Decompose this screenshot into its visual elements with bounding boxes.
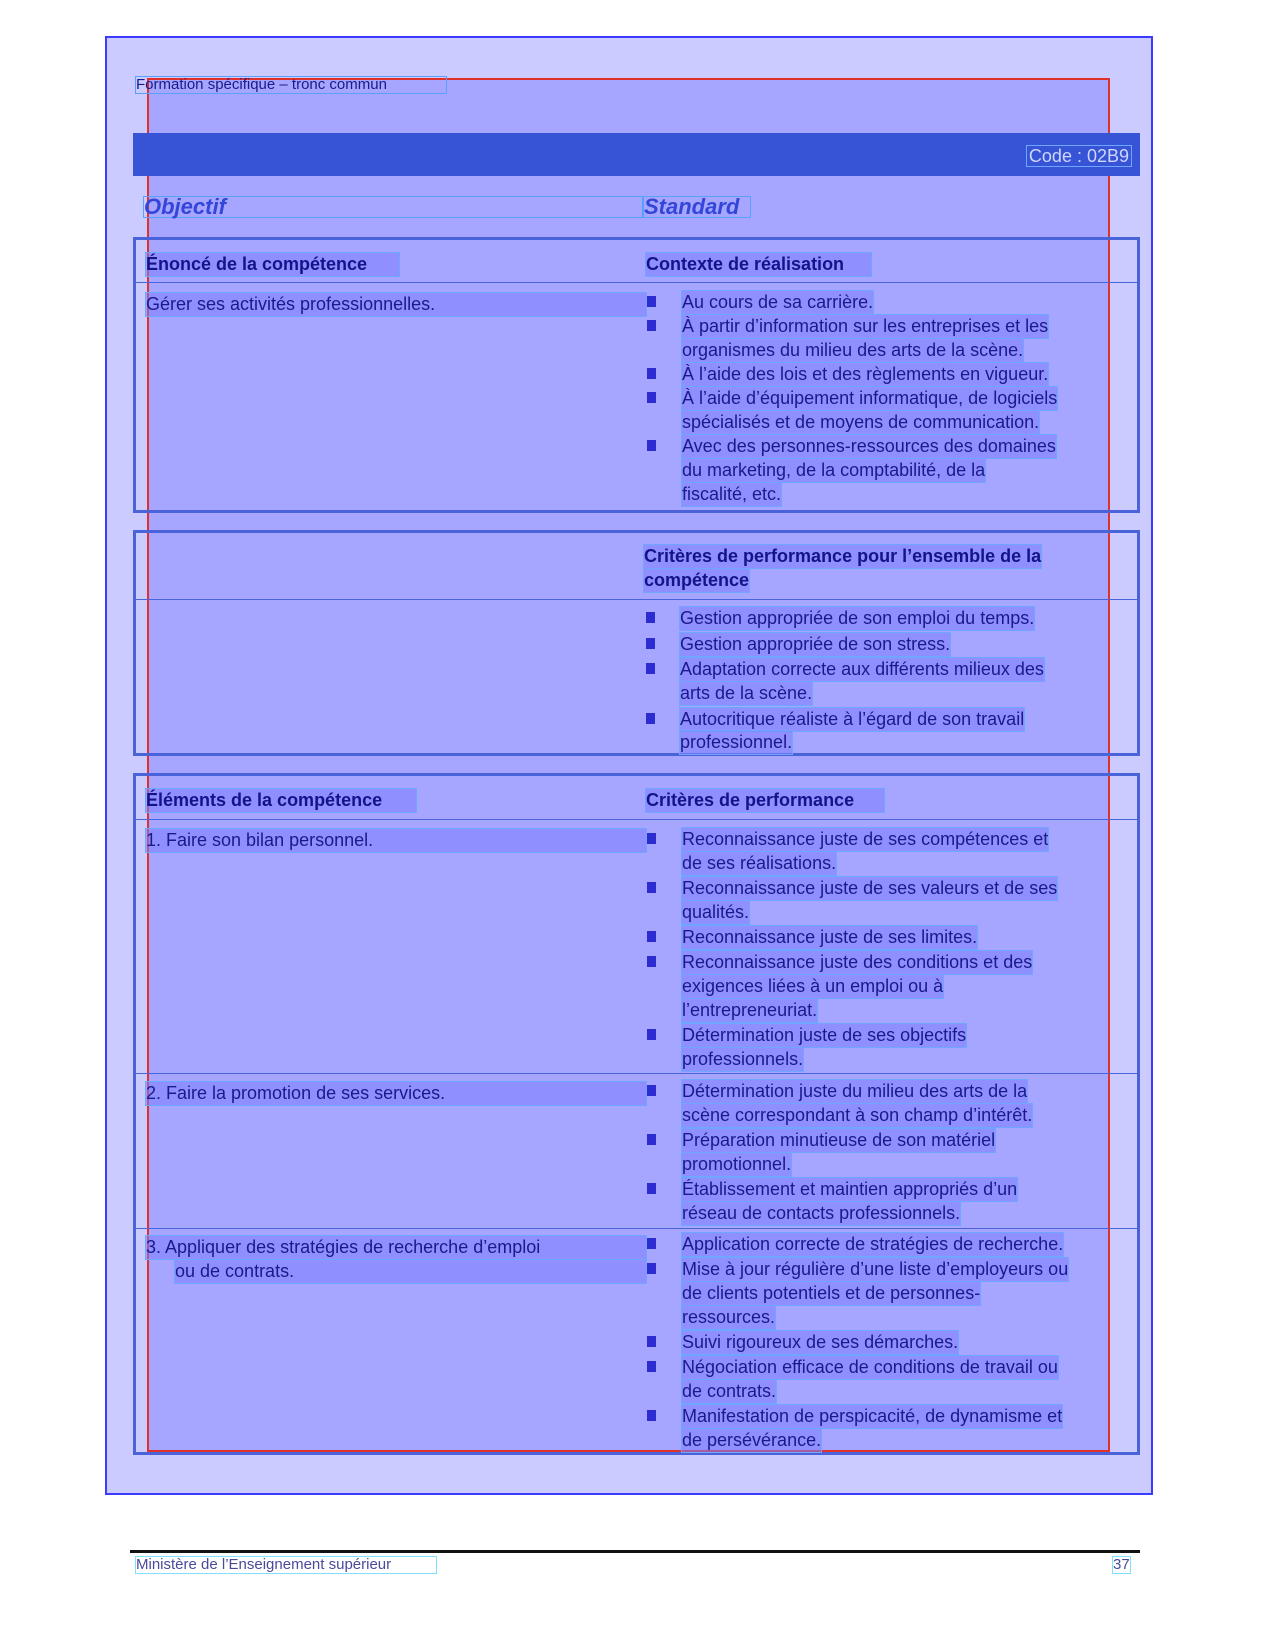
standard-label: Standard [643,196,751,218]
bullet-icon [647,320,656,331]
bullet-icon [647,1134,656,1145]
bullet-icon [646,663,655,674]
section-title: Formation spécifique – tronc commun [135,76,447,94]
list-item: Avec des personnes-ressources des domaines [681,434,1057,459]
divider [136,1228,1137,1229]
bullet-icon [647,392,656,403]
list-item: Établissement et maintien appropriés d’un [681,1177,1018,1202]
list-item: Reconnaissance juste de ses limites. [681,925,978,950]
criteria-heading: compétence [643,568,750,593]
criteres-ensemble-table [133,530,1140,756]
bullet-icon [646,638,655,649]
bullet-icon [647,440,656,451]
list-item: promotionnel. [681,1152,792,1177]
list-item: À partir d’information sur les entreprises et les [681,314,1049,339]
list-item: Détermination juste du milieu des arts de la [681,1079,1028,1104]
divider [136,819,1137,820]
page-number: 37 [1113,1556,1130,1573]
element-1: 1. Faire son bilan personnel. [145,828,647,853]
list-item: Autocritique réaliste à l’égard de son travail [679,707,1025,732]
elements-heading: Éléments de la compétence [145,788,417,813]
element-2: 2. Faire la promotion de ses services. [145,1081,647,1106]
list-item: professionnels. [681,1047,804,1072]
element-3: 3. Appliquer des stratégies de recherche d’emploi [145,1235,647,1260]
bullet-icon [647,1238,656,1249]
list-item: Reconnaissance juste de ses valeurs et de ses [681,876,1058,901]
divider [136,282,1137,283]
list-item: arts de la scène. [679,681,813,706]
code-band [133,133,1140,176]
bullet-icon [647,1085,656,1096]
criteria-heading: Critères de performance pour l’ensemble de la [643,544,1042,569]
bullet-icon [647,368,656,379]
list-item: Adaptation correcte aux différents milieux des [679,657,1045,682]
divider [136,1073,1137,1074]
list-item: de contrats. [681,1379,777,1404]
list-item: professionnel. [679,730,793,755]
list-item: organismes du milieu des arts de la scène. [681,338,1024,363]
bullet-icon [646,612,655,623]
enonce-text: Gérer ses activités professionnelles. [145,292,647,317]
context-heading: Contexte de réalisation [645,252,872,277]
bullet-icon [647,833,656,844]
footer-rule [130,1550,1140,1553]
performance-heading: Critères de performance [645,788,885,813]
list-item: Reconnaissance juste des conditions et des [681,950,1033,975]
list-item: Détermination juste de ses objectifs [681,1023,967,1048]
bullet-icon [647,1029,656,1040]
enonce-heading: Énoncé de la compétence [145,252,400,277]
list-item: de persévérance. [681,1428,822,1453]
list-item: du marketing, de la comptabilité, de la [681,458,986,483]
bullet-icon [647,931,656,942]
bullet-icon [647,1336,656,1347]
bullet-icon [647,882,656,893]
list-item: scène correspondant à son champ d’intérêt. [681,1103,1033,1128]
bullet-icon [647,1361,656,1372]
list-item: Reconnaissance juste de ses compétences et [681,827,1049,852]
list-item: Gestion appropriée de son emploi du temps. [679,606,1035,631]
list-item: réseau de contacts professionnels. [681,1201,961,1226]
bullet-icon [646,713,655,724]
list-item: Manifestation de perspicacité, de dynamisme et [681,1404,1063,1429]
list-item: exigences liées à un emploi ou à [681,974,944,999]
bullet-icon [647,296,656,307]
list-item: l’entrepreneuriat. [681,998,818,1023]
list-item: fiscalité, etc. [681,482,782,507]
list-item: À l’aide d’équipement informatique, de logiciels [681,386,1058,411]
bullet-icon [647,1410,656,1421]
list-item: Mise à jour régulière d’une liste d’employeurs ou [681,1257,1069,1282]
list-item: Négociation efficace de conditions de travail ou [681,1355,1059,1380]
divider [136,599,1137,600]
objectif-label: Objectif [143,196,643,218]
list-item: Application correcte de stratégies de recherche. [681,1232,1064,1257]
footer-ministry: Ministère de l’Enseignement supérieur [135,1556,437,1574]
list-item: de ses réalisations. [681,851,837,876]
list-item: Au cours de sa carrière. [681,290,874,315]
elements-table [133,773,1140,1455]
competency-code: Code : 02B9 [1026,145,1132,167]
list-item: À l’aide des lois et des règlements en vigueur. [681,362,1049,387]
list-item: spécialisés et de moyens de communication. [681,410,1040,435]
list-item: ressources. [681,1305,776,1330]
bullet-icon [647,1183,656,1194]
list-item: de clients potentiels et de personnes- [681,1281,981,1306]
enonce-table [133,237,1140,513]
list-item: Gestion appropriée de son stress. [679,632,951,657]
list-item: Suivi rigoureux de ses démarches. [681,1330,959,1355]
bullet-icon [647,1263,656,1274]
bullet-icon [647,956,656,967]
list-item: Préparation minutieuse de son matériel [681,1128,996,1153]
element-3-cont: ou de contrats. [174,1259,647,1284]
list-item: qualités. [681,900,750,925]
